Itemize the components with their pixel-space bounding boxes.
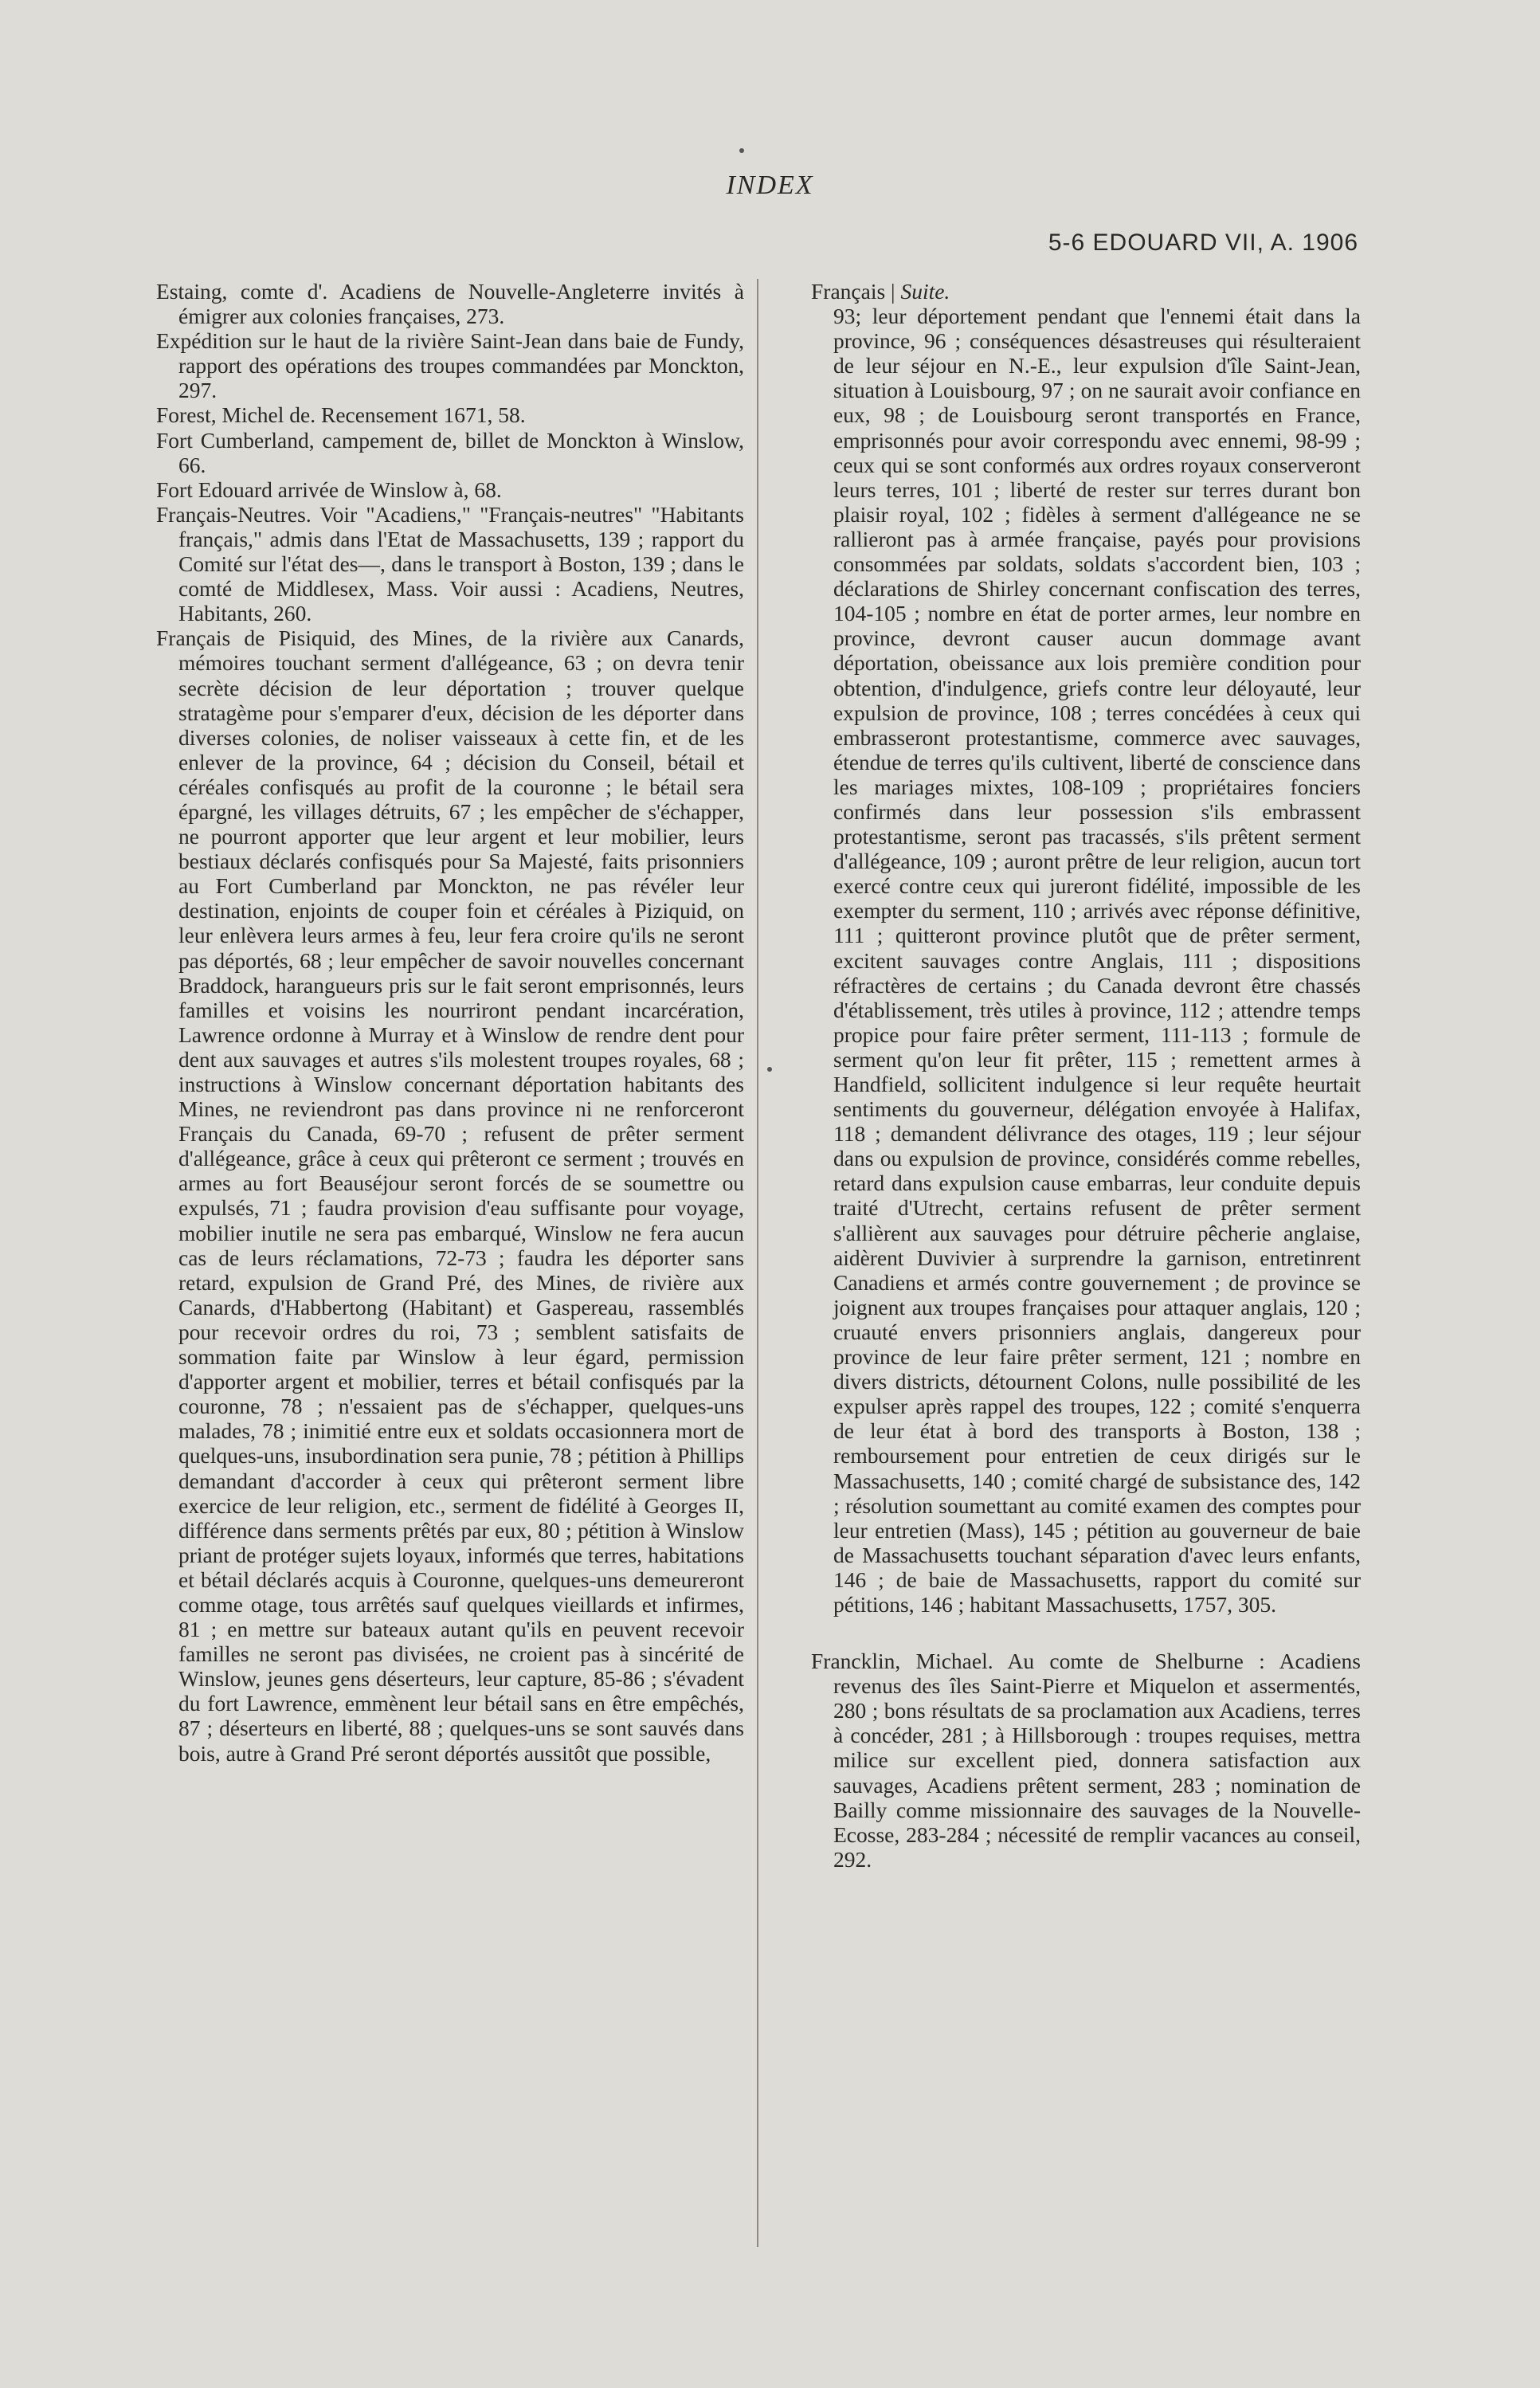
index-entry: Fort Edouard arrivée de Winslow à, 68. [156, 476, 502, 502]
page-speck [739, 148, 744, 153]
continued-heading: Français [811, 279, 886, 304]
continued-marker: Suite. [900, 279, 950, 304]
margin-dot [767, 1067, 772, 1072]
index-entry: Expédition sur le haut de la rivière Saint-Jean dans baie de Fundy, rapport des opérations des troupes commandées par Monckton, 297. [156, 328, 744, 403]
column-divider [757, 279, 758, 2247]
continued-entry-head: Français | Suite. [811, 279, 950, 304]
continued-entry-body: 93; leur déportement pendant que l'ennemi était dans la province, 96 ; conséquences désastreuses qui résulteraient de leur séjour en N.-E., leur expulsion d'île Saint-Jean, situation à Louisbourg, 97 ; on ne saurait avoir confiance en eux, 98 ; de Louisbourg seront transportés en France, emprisonnés pour avoir correspondu avec ennemi, 98-99 ; ceux qui se sont conformés aux ordres royaux conserveront leurs terres, 101 ; liberté de rester sur terres durant bon plaisir royal, 102 ; fidèles à serment d'allégeance ne se rallieront pas à armée française, payés pour provisions consommées par soldats, soldats s'accordent bien, 103 ; déclarations de Shirley concernant confiscation des terres, 104-105 ; nombre en état de porter armes, leur nombre en province, devront causer aucun dommage avant déportation, obeissance aux lois première condition pour obtention, d'indulgence, griefs contre leur déloyauté, leur expulsion de province, 108 ; terres concédées à ceux qui embrasseront protestantisme, commerce avec sauvages, étendue de terres qu'ils cultivent, liberté de conscience dans les mariages mixtes, 108-109 ; propriétaires fonciers confirmés dans leur possession s'ils embrassent protestantisme, seront pas tracassés, s'ils prêtent serment d'allégeance, 109 ; auront prêtre de leur religion, aucun tort exercé contre ceux qui jureront fidélité, impossible de les exempter du serment, 110 ; arrivés avec réponse définitive, 111 ; quitteront province plutôt que de prêter serment, excitent sauvages contre Anglais, 111 ; dispositions réfractères de certains ; du Canada devront être chassés d'établissement, très utiles à province, 112 ; attendre temps propice pour faire prêter serment, 111-113 ; formule de serment qu'on leur fit prêter, 115 ; remettent armes à Handfield, sollicitent indulgence si leur requête heurtait sentiments du gouverneur, délégation envoyée à Halifax, 118 ; demandent délivrance des otages, 119 ; leur séjour dans ou expulsion de province, considérés comme rebelles, retard dans expulsion cause embarras, leur conduite depuis traité d'Utrecht, certains refusent de prêter serment s'allièrent aux sauvages pour détruire pêcherie anglaise, aidèrent Duvivier à surprendre la garnison, entretinrent Canadiens et armés contre gouvernement ; de province se joignent aux troupes françaises pour attaquer anglais, 120 ; cruauté envers prisonniers anglais, dangereux pour province de leur faire prêter serment, 121 ; nombre en divers districts, détournent Colons, nulle possibilité de les expulser après rappel des troupes, 122 ; comité s'enquerra de leur état à bord des transports à Boston, 138 ; remboursement pour entretien de ceux dirigés sur le Massachusetts, 140 ; comité chargé de subsistance des, 142 ; résolution soumettant au comité examen des comptes pour leur entretien (Mass), 145 ; pétition au gouverneur de baie de Massachusetts touchant séparation d'avec leurs enfants, 146 ; de baie de Massachusetts, rapport du comité sur pétitions, 146 ; habitant Massachusetts, 1757, 305. [833, 304, 1361, 1617]
index-entry: Francklin, Michael. Au comte de Shelburne : Acadiens revenus des îles Saint-Pierre et Miquelon et assermentés, 280 ; bons résultats de sa proclamation aux Acadiens, terres à concéder, 281 ; à Hillsborough : troupes requises, mettra milice sur excellent pied, donnera satisfaction aux sauvages, Acadiens prêtent serment, 283 ; nomination de Bailly comme missionnaire des sauvages de la Nouvelle-Ecosse, 283-284 ; nécessité de remplir vacances au conseil, 292. [811, 1649, 1361, 1872]
index-entry: Forest, Michel de. Recensement 1671, 58. [156, 402, 526, 428]
index-column-right [811, 279, 1361, 1872]
index-column-left [156, 279, 744, 1766]
index-entry: Estaing, comte d'. Acadiens de Nouvelle-Angleterre invités à émigrer aux colonies françaises, 273. [156, 279, 744, 329]
index-entry: Français de Pisiquid, des Mines, de la rivière aux Canards, mémoires touchant serment d'allégeance, 63 ; on devra tenir secrète décision de leur déportation ; trouver quelque stratagème pour s'emparer d'eux, décision de les déporter dans diverses colonies, de noliser vaisseaux à cette fin, et de les enlever de la province, 64 ; décision du Conseil, bétail et céréales confisqués au profit de la couronne ; le bétail sera épargné, les villages détruits, 67 ; les empêcher de s'échapper, ne pourront apporter que leur argent et leur mobilier, leurs bestiaux déclarés confisqués pour Sa Majesté, faits prisonniers au Fort Cumberland par Monckton, ne pas révéler leur destination, enjoints de couper foin et céréales à Piziquid, on leur enlèvera leurs armes à feu, leur fera croire qu'ils ne seront pas déportés, 68 ; leur empêcher de savoir nouvelles concernant Braddock, harangueurs pris sur le fait seront emprisonnés, leurs familles et voisins les nourriront pendant incarcération, Lawrence ordonne à Murray et à Winslow de rendre dent pour dent aux sauvages et autres s'ils molestent troupes royales, 68 ; instructions à Winslow concernant déportation habitants des Mines, ne reviendront pas dans province ni ne renforceront Français du Canada, 69-70 ; refusent de prêter serment d'allégeance, grâce à ceux qui prêteront ce serment ; trouvés en armes au fort Beauséjour seront forcés de se soumettre ou expulsés, 71 ; faudra provision d'eau suffisante pour voyage, mobilier inutile ne sera pas embarqué, Winslow ne fera aucun cas de leurs réclamations, 72-73 ; faudra les déporter sans retard, expulsion de Grand Pré, des Mines, de rivière aux Canards, d'Habbertong (Habitant) et Gaspereau, rassemblés pour recevoir ordres du roi, 73 ; semblent satisfaits de sommation faite par Winslow à leur égard, permission d'apporter argent et mobilier, terres et bétail confisqués par la couronne, 78 ; n'essaient pas de s'échapper, quelques-uns malades, 78 ; inimitié entre eux et soldats occasionnera mort de quelques-uns, insubordination sera punie, 78 ; pétition à Phillips demandant d'accorder à ceux qui prêteront serment libre exercice de leur religion, etc., serment de fidélité à Georges II, différence dans serments prêtés par eux, 80 ; pétition à Winslow priant de protéger sujets loyaux, informés que terres, habitations et bétail déclarés acquis à Couronne, quelques-uns demeureront comme otage, tous arrêtés sauf quelques vieillards et infirmes, 81 ; en mettre sur bateaux autant qu'ils en peuvent recevoir familles ne seront pas divisées, ne croient pas à sincérité de Winslow, jeunes gens déserteurs, leur capture, 85-86 ; s'évadent du fort Lawrence, emmènent leur bétail sans en être empêchés, 87 ; déserteurs en liberté, 88 ; quelques-uns se sont sauvés dans bois, autre à Grand Pré seront déportés aussitôt que possible, [156, 625, 744, 1766]
index-entry: Fort Cumberland, campement de, billet de Monckton à Winslow, 66. [156, 427, 744, 477]
volume-label: 5-6 EDOUARD VII, A. 1906 [1048, 229, 1358, 256]
index-entry: Français-Neutres. Voir "Acadiens," "Français-neutres" "Habitants français," admis dans l'Etat de Massachusetts, 139 ; rapport du Comité sur l'état des—, dans le transport à Boston, 139 ; dans le comté de Middlesex, Mass. Voir aussi : Acadiens, Neutres, Habitants, 260. [156, 501, 744, 626]
page-title: INDEX [726, 171, 814, 200]
